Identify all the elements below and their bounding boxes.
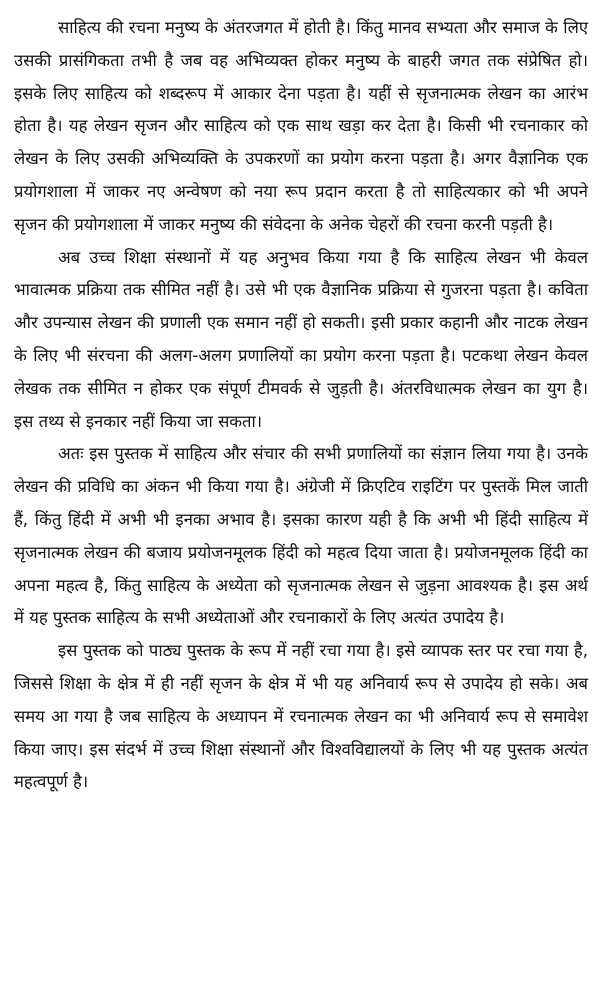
paragraph-4: इस पुस्तक को पाठ्य पुस्तक के रूप में नहीं रचा गया है। इसे व्यापक स्तर पर रचा गया है, जिससे शिक्षा के क्षेत्र में ही नहीं सृजन के क्षेत्र में भी यह अनिवार्य रूप से उपादेय हो सके। अब समय आ गया है जब साहित्य के अध्यापन में रचनात्मक लेखन का भी अनिवार्य रूप से समावेश किया जाए। इस संदर्भ में उच्च शिक्षा संस्थानों और विश्वविद्यालयों के लिए भी यह पुस्तक अत्यंत महत्वपूर्ण है। — [14, 641, 588, 792]
paragraph-1: साहित्य की रचना मनुष्य के अंतरजगत में होती है। किंतु मानव सभ्यता और समाज के लिए उसकी प्रासंगिकता तभी है जब वह अभिव्यक्त होकर मनुष्य के बाहरी जगत तक संप्रेषित हो। इसके लिए साहित्य को शब्दरूप में आकार देना पड़ता है। यहीं से सृजनात्मक लेखन का आरंभ होता है। यह लेखन सृजन और साहित्य को एक साथ खड़ा कर देता है। किसी भी रचनाकार को लेखन के लिए उसकी अभिव्यक्ति के उपकरणों का प्रयोग करना पड़ता है। अगर वैज्ञानिक एक प्रयोगशाला में जाकर नए अन्वेषण को नया रूप प्रदान करता है तो साहित्यकार को भी अपने सृजन की प्रयोगशाला में जाकर मनुष्य की संवेदना के अनेक चेहरों की रचना करनी पड़ती है। — [14, 18, 588, 234]
paragraph-2: अब उच्च शिक्षा संस्थानों में यह अनुभव किया गया है कि साहित्य लेखन भी केवल भावात्मक प्रक्रिया तक सीमित नहीं है। उसे भी एक वैज्ञानिक प्रक्रिया से गुजरना पड़ता है। कविता और उपन्यास लेखन की प्रणाली एक समान नहीं हो सकती। इसी प्रकार कहानी और नाटक लेखन के लिए भी संरचना की अलग-अलग प्रणालियों का प्रयोग करना पड़ता है। पटकथा लेखन केवल लेखक तक सीमित न होकर एक संपूर्ण टीमवर्क से जुड़ती है। अंतरविधात्मक लेखन का युग है। इस तथ्य से इनकार नहीं किया जा सकता। — [14, 247, 588, 431]
paragraph-3: अतः इस पुस्तक में साहित्य और संचार की सभी प्रणालियों का संज्ञान लिया गया है। उनके लेखन की प्रविधि का अंकन भी किया गया है। अंग्रेजी में क्रिएटिव राइटिंग पर पुस्तकें मिल जाती हैं, किंतु हिंदी में अभी भी इनका अभाव है। इसका कारण यही है कि अभी भी हिंदी साहित्य में सृजनात्मक लेखन की बजाय प्रयोजनमूलक हिंदी को महत्व दिया जाता है। प्रयोजनमूलक हिंदी का अपना महत्व है, किंतु साहित्य के अध्येता को सृजनात्मक लेखन से जुड़ना आवश्यक है। इस अर्थ में यह पुस्तक साहित्य के सभी अध्येताओं और रचनाकारों के लिए अत्यंत उपादेय है। — [14, 444, 588, 628]
